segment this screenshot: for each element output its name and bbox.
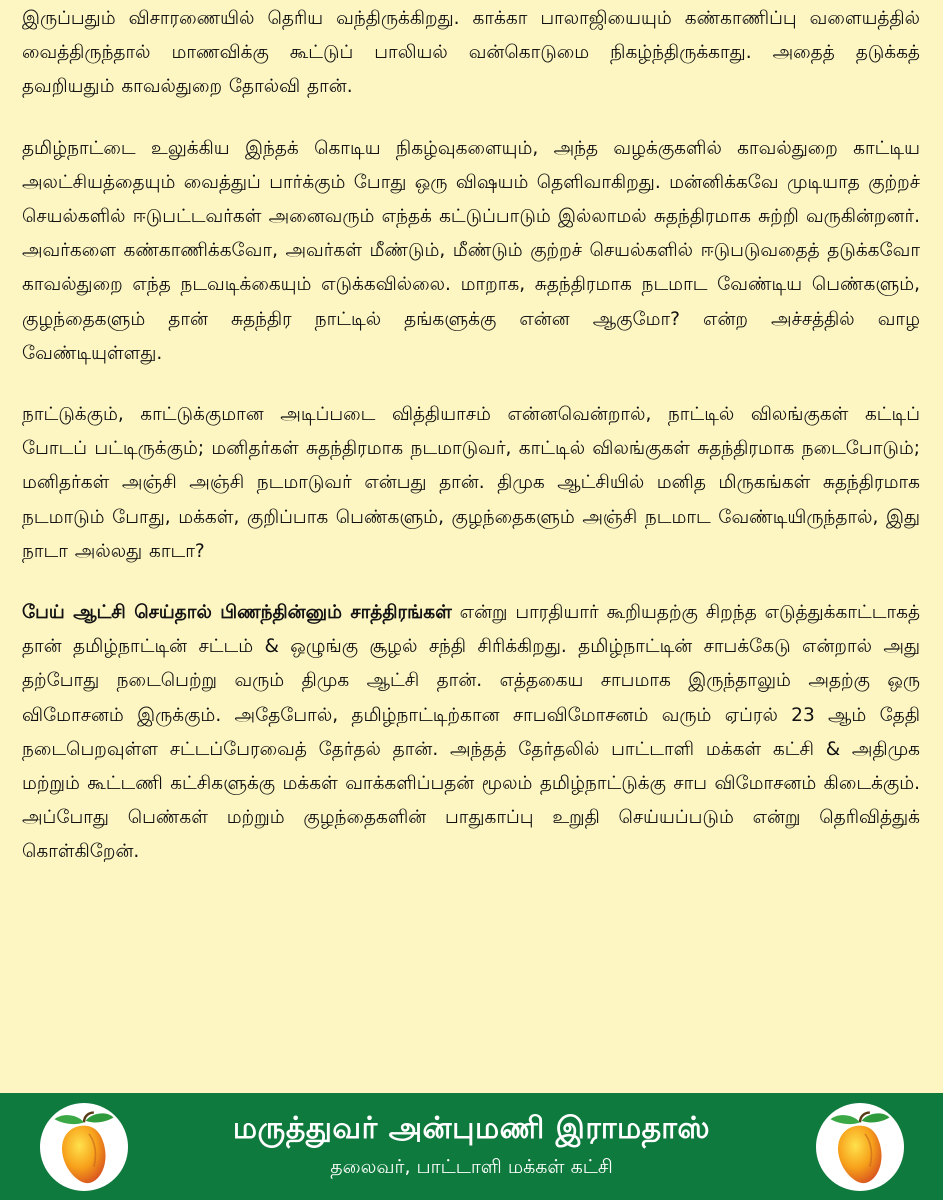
paragraph-4 (22, 596, 920, 870)
mango-icon (816, 1103, 904, 1191)
paragraph-2-text: தமிழ்நாட்டை உலுக்கிய இந்தக் கொடிய நிகழ்வுகளையும், அந்த வழக்குகளில் காவல்துறை காட்டிய அலட்சியத்தையும் வைத்துப் பார்க்கும் போது ஒரு விஷயம் தெளிவாகிறது. மன்னிக்கவே முடியாத குற்றச் செயல்களில் ஈடுபட்டவர்கள் அனைவரும் எந்தக் கட்டுப்பாடும் இல்லாமல் சுதந்திரமாக சுற்றி வருகின்றனர். அவர்களை கண்காணிக்கவோ, அவர்கள் மீண்டும், மீண்டும் குற்றச் செயல்களில் ஈடுபடுவதைத் தடுக்கவோ காவல்துறை எந்த நடவடிக்கையும் எடுக்கவில்லை. மாறாக, சுதந்திரமாக நடமாட வேண்டிய பெண்களும், குழந்தைகளும் தான் சுதந்திர நாட்டில் தங்களுக்கு என்ன ஆகுமோ? என்ற அச்சத்தில் வாழ வேண்டியுள்ளது. (22, 137, 920, 364)
signatory-title: தலைவர், பாட்டாளி மக்கள் கட்சி (330, 1156, 613, 1178)
paragraph-1-text: இருப்பதும் விசாரணையில் தெரிய வந்திருக்கிறது. காக்கா பாலாஜியையும் கண்காணிப்பு வளையத்தில் வைத்திருந்தால் மாணவிக்கு கூட்டுப் பாலியல் வன்கொடுமை நிகழ்ந்திருக்காது. அதைத் தடுக்கத் தவறியதும் காவல்துறை தோல்வி தான். (22, 8, 920, 98)
signatory-name: மருத்துவர் அன்புமணி இராமதாஸ் (232, 1111, 711, 1146)
paragraph-1 (22, 2, 920, 105)
paragraph-4-text: என்று பாரதியார் கூறியதற்கு சிறந்த எடுத்துக்காட்டாகத் தான் தமிழ்நாட்டின் சட்டம் & ஒழுங்கு சூழல் சந்தி சிரிக்கிறது. தமிழ்நாட்டின் சாபக்கேடு என்றால் அது தற்போது நடைபெற்று வரும் திமுக ஆட்சி தான். எத்தகைய சாபமாக இருந்தாலும் அதற்கு ஒரு விமோசனம் இருக்கும். அதேபோல், தமிழ்நாட்டிற்கான சாபவிமோசனம் வரும் ஏப்ரல் 23 ஆம் தேதி நடைபெறவுள்ள சட்டப்பேரவைத் தேர்தல் தான். அந்தத் தேர்தலில் பாட்டாளி மக்கள் கட்சி & அதிமுக மற்றும் கூட்டணி கட்சிகளுக்கு மக்கள் வாக்களிப்பதன் மூலம் தமிழ்நாட்டுக்கு சாப விமோசனம் கிடைக்கும். அப்போது பெண்கள் மற்றும் குழந்தைகளின் பாதுகாப்பு உறுதி செய்யப்படும் என்று தெரிவித்துக் கொள்கிறேன். (22, 602, 920, 863)
statement-body (22, 2, 920, 897)
paragraph-3-text: நாட்டுக்கும், காட்டுக்குமான அடிப்படை வித்தியாசம் என்னவென்றால், நாட்டில் விலங்குகள் கட்டிப் போடப் பட்டிருக்கும்; மனிதர்கள் சுதந்திரமாக நடமாடுவர், காட்டில் விலங்குகள் சுதந்திரமாக நடைபோடும்; மனிதர்கள் அஞ்சி அஞ்சி நடமாடுவர் என்பது தான். திமுக ஆட்சியில் மனித மிருகங்கள் சுதந்திரமாக நடமாடும் போது, மக்கள், குறிப்பாக பெண்களும், குழந்தைகளும் அஞ்சி நடமாட வேண்டியிருந்தால், இது நாடா அல்லது காடா? (22, 404, 920, 562)
paragraph-4-bold: பேய் ஆட்சி செய்தால் பிணந்தின்னும் சாத்திரங்கள் (22, 602, 452, 624)
paragraph-3 (22, 398, 920, 569)
signature-footer (0, 1093, 943, 1200)
mango-icon (40, 1103, 128, 1191)
paragraph-2 (22, 132, 920, 371)
